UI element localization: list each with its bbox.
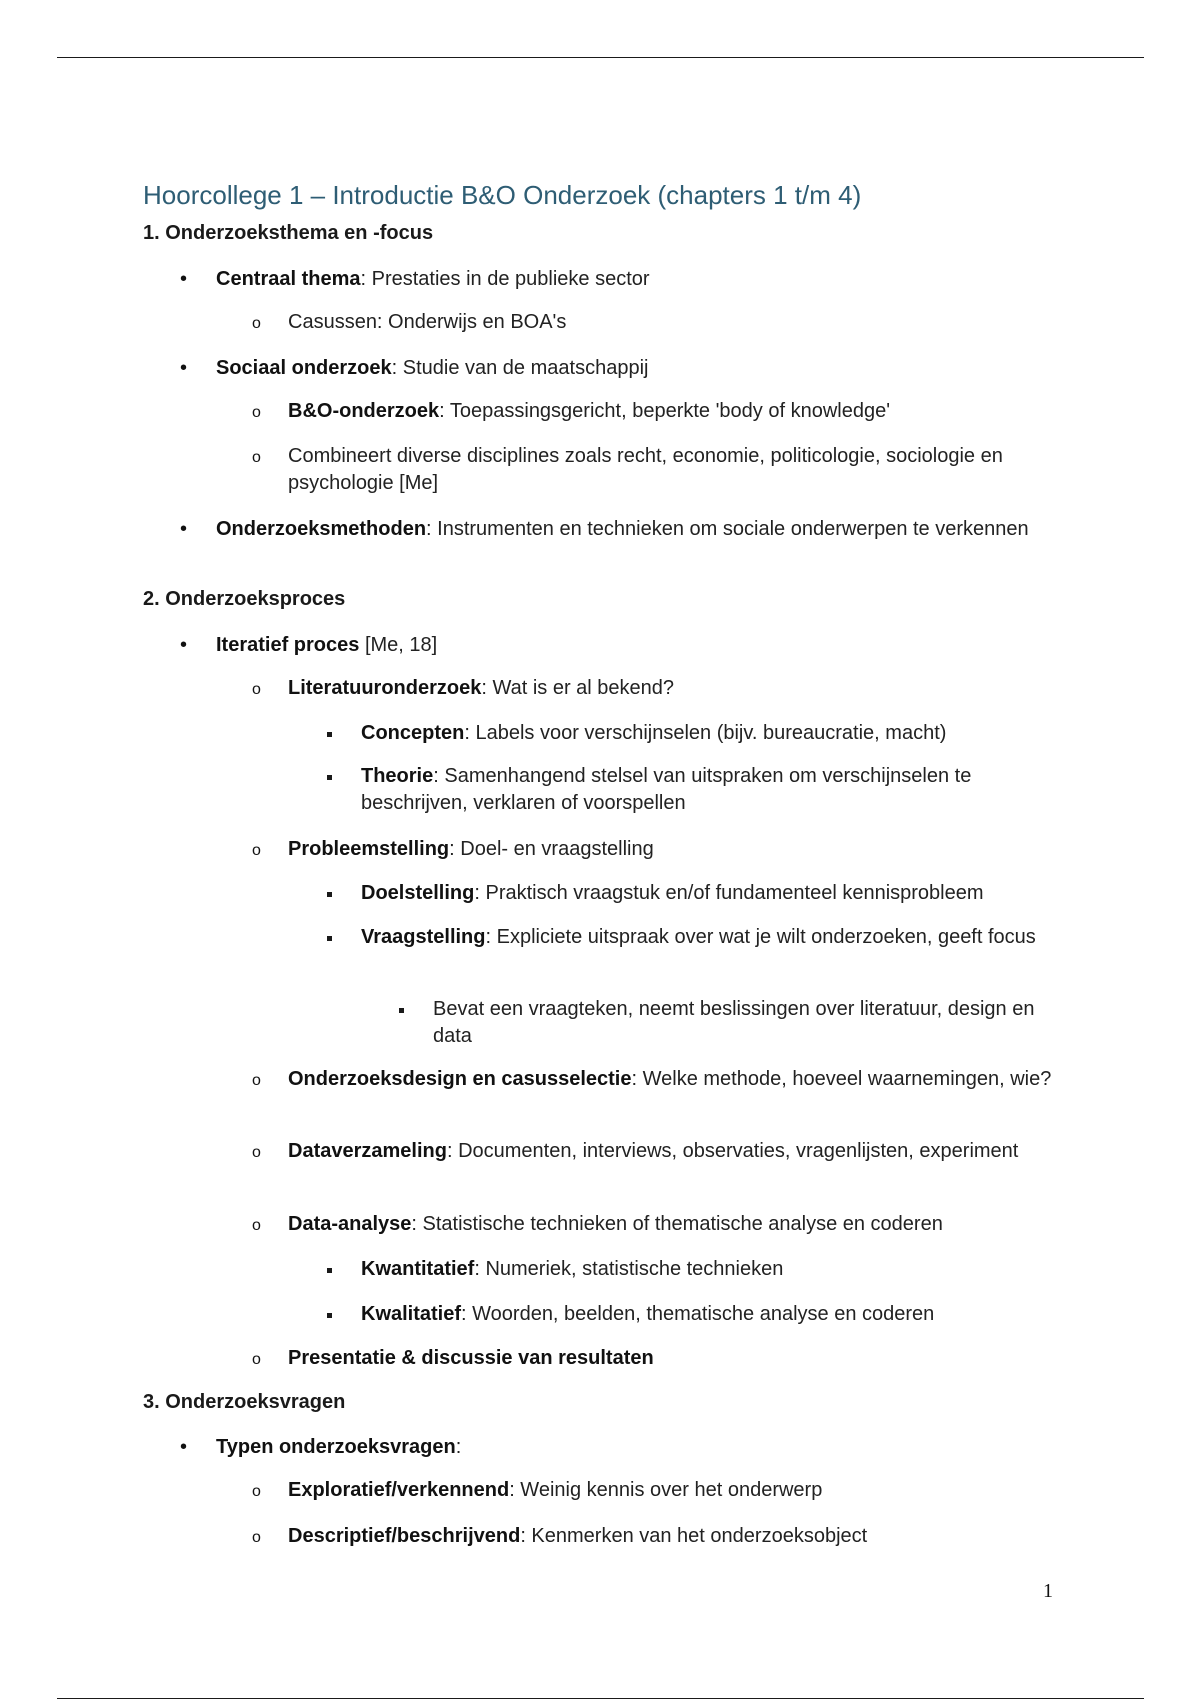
list-item	[180, 355, 1076, 382]
item-term: Kwantitatief	[361, 1258, 475, 1280]
bullet-icon: •	[180, 1436, 188, 1458]
item-text: : Prestaties in de publieke sector	[360, 268, 650, 290]
bullet-icon: •	[180, 634, 188, 656]
bullet-icon: •	[180, 357, 188, 379]
circle-bullet-icon: o	[252, 449, 261, 466]
circle-bullet-icon: o	[252, 681, 261, 698]
footer-rule	[57, 1698, 1144, 1699]
bullet-icon: •	[180, 518, 188, 540]
square-bullet-icon	[327, 892, 332, 897]
item-text: : Numeriek, statistische technieken	[474, 1258, 784, 1280]
item-term: Dataverzameling	[288, 1140, 447, 1162]
item-text: : Samenhangend stelsel van uitspraken om verschijnselen te beschrijven, verklaren of voorspellen	[361, 765, 972, 814]
item-text: : Documenten, interviews, observaties, vragenlijsten, experiment	[446, 1140, 1019, 1162]
circle-bullet-icon: o	[252, 1144, 261, 1161]
circle-bullet-icon: o	[252, 1072, 261, 1089]
circle-bullet-icon: o	[252, 1351, 261, 1368]
item-term: Iteratief proces	[216, 634, 360, 656]
section-heading: 2. Onderzoeksproces	[143, 588, 346, 610]
item-term: Exploratief/verkennend	[288, 1479, 510, 1501]
item-text: :	[455, 1436, 462, 1458]
list-item	[361, 1301, 1081, 1328]
list-item	[252, 1345, 1078, 1372]
list-item	[252, 1211, 1078, 1238]
circle-bullet-icon: o	[252, 315, 261, 332]
item-text: : Labels voor verschijnselen (bijv. bureaucratie, macht)	[464, 722, 947, 744]
list-item	[180, 266, 1076, 293]
square-bullet-icon	[327, 1268, 332, 1273]
list-item	[361, 880, 1081, 907]
item-term: Descriptief/beschrijvend	[288, 1525, 521, 1547]
bullet-icon: •	[180, 268, 188, 290]
item-text: : Toepassingsgericht, beperkte 'body of knowledge'	[439, 400, 891, 422]
list-item	[252, 1523, 1078, 1550]
list-item	[252, 1477, 1078, 1504]
list-item	[252, 398, 1078, 425]
circle-bullet-icon: o	[252, 404, 261, 421]
item-text: : Kenmerken van het onderzoeksobject	[520, 1525, 868, 1547]
item-term: Concepten	[361, 722, 465, 744]
list-item	[252, 309, 1078, 336]
item-term: Typen onderzoeksvragen	[216, 1436, 456, 1458]
list-item	[252, 1138, 1078, 1165]
item-text: Casussen: Onderwijs en BOA's	[288, 311, 567, 333]
list-item	[180, 1434, 1076, 1461]
item-term: Probleemstelling	[288, 838, 450, 860]
list-item	[252, 1066, 1078, 1093]
item-text: : Statistische technieken of thematische analyse en coderen	[411, 1213, 943, 1235]
item-term: Onderzoeksdesign en casusselectie	[288, 1068, 632, 1090]
item-text: : Studie van de maatschappij	[391, 357, 649, 379]
list-item	[180, 632, 1076, 659]
item-text: : Doel- en vraagstelling	[449, 838, 654, 860]
item-text: : Woorden, beelden, thematische analyse en coderen	[461, 1303, 935, 1325]
item-term: Vraagstelling	[361, 926, 486, 948]
item-text: : Welke methode, hoeveel waarnemingen, wie?	[631, 1068, 1052, 1090]
item-text: [Me, 18]	[359, 634, 438, 656]
item-term: Theorie	[361, 765, 434, 787]
page-number: 1	[1043, 1580, 1053, 1602]
circle-bullet-icon: o	[252, 1217, 261, 1234]
item-term: Presentatie & discussie van resultaten	[288, 1347, 654, 1369]
list-item	[361, 924, 1081, 951]
circle-bullet-icon: o	[252, 1483, 261, 1500]
item-text: Bevat een vraagteken, neemt beslissingen over literatuur, design en data	[433, 998, 1035, 1047]
list-item	[252, 675, 1078, 702]
circle-bullet-icon: o	[252, 842, 261, 859]
list-item	[361, 720, 1081, 747]
list-item	[361, 763, 1081, 817]
item-text: Combineert diverse disciplines zoals recht, economie, politicologie, sociologie en psychologie [Me]	[288, 445, 1003, 494]
item-text: : Expliciete uitspraak over wat je wilt onderzoeken, geeft focus	[485, 926, 1036, 948]
item-term: Data-analyse	[288, 1213, 412, 1235]
item-term: Sociaal onderzoek	[216, 357, 392, 379]
page-title: Hoorcollege 1 – Introductie B&O Onderzoek (chapters 1 t/m 4)	[143, 180, 862, 210]
item-term: Doelstelling	[361, 882, 475, 904]
section-heading: 3. Onderzoeksvragen	[143, 1391, 346, 1413]
square-bullet-icon	[399, 1008, 404, 1013]
item-term: Kwalitatief	[361, 1303, 462, 1325]
item-term: Centraal thema	[216, 268, 361, 290]
list-item	[252, 443, 1078, 497]
square-bullet-icon	[327, 936, 332, 941]
item-text: : Weinig kennis over het onderwerp	[509, 1479, 823, 1501]
item-text: : Wat is er al bekend?	[481, 677, 675, 699]
list-item	[361, 1256, 1081, 1283]
item-term: Literatuuronderzoek	[288, 677, 482, 699]
square-bullet-icon	[327, 1313, 332, 1318]
list-item	[433, 996, 1043, 1050]
list-item	[252, 836, 1078, 863]
section-heading: 1. Onderzoeksthema en -focus	[143, 222, 434, 244]
item-term: Onderzoeksmethoden	[216, 518, 427, 540]
circle-bullet-icon: o	[252, 1529, 261, 1546]
item-term: B&O-onderzoek	[288, 400, 440, 422]
square-bullet-icon	[327, 775, 332, 780]
item-text: : Instrumenten en technieken om sociale onderwerpen te verkennen	[426, 518, 1029, 540]
list-item	[180, 516, 1076, 543]
header-rule	[57, 57, 1144, 58]
item-text: : Praktisch vraagstuk en/of fundamenteel kennisprobleem	[474, 882, 984, 904]
square-bullet-icon	[327, 732, 332, 737]
